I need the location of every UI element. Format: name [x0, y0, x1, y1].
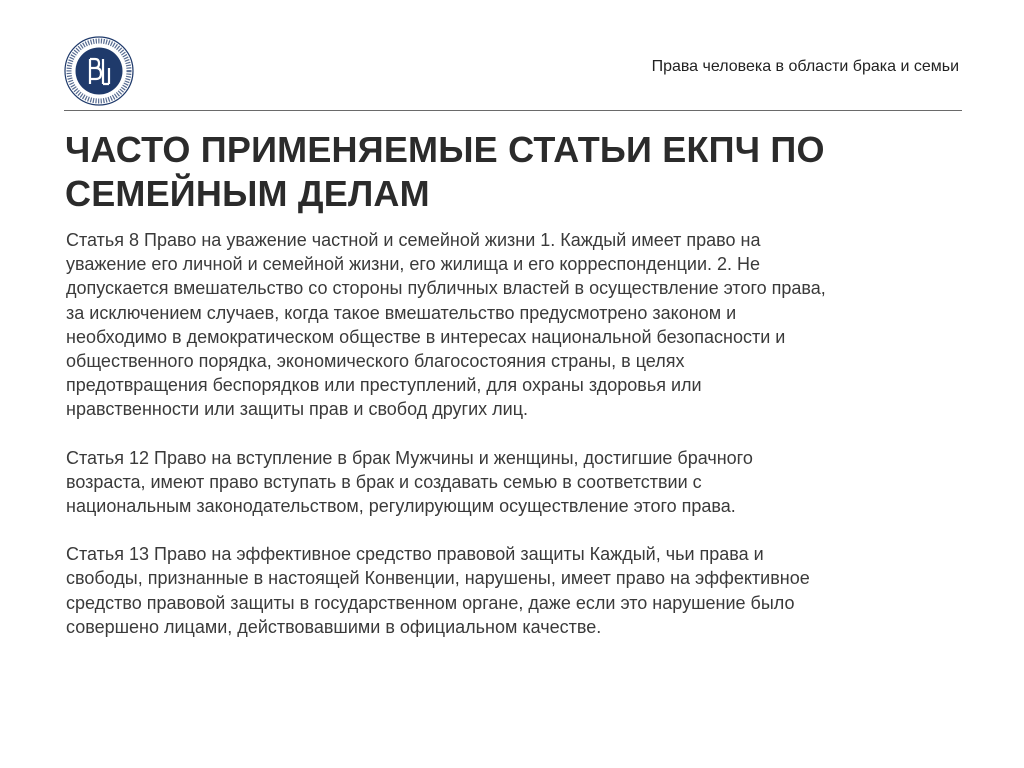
text-line: свободы, признанные в настоящей Конвенции, нарушены, имеет право на эффективное: [66, 568, 810, 589]
article-13-paragraph: [66, 542, 966, 639]
text-line: необходимо в демократическом обществе в интересах национальной безопасности и: [66, 326, 786, 347]
body-content: [66, 228, 966, 663]
hse-seal-icon: [63, 35, 135, 107]
text-line: национальным законодательством, регулирующим осуществление этого права.: [66, 496, 736, 517]
text-line: совершено лицами, действовавшими в официальном качестве.: [66, 616, 602, 637]
text-line: предотвращения беспорядков или преступлений, для охраны здоровья или: [66, 375, 702, 396]
text-line: уважение его личной и семейной жизни, его жилища и его корреспонденции. 2. Не: [66, 254, 761, 275]
text-line: возраста, имеют право вступать в брак и создавать семью в соответствии с: [66, 471, 702, 492]
header-divider: [64, 110, 962, 111]
text-line: нравственности или защиты прав и свобод других лиц.: [66, 399, 529, 420]
text-line: допускается вмешательство со стороны публичных властей в осуществление этого права,: [66, 278, 826, 299]
header-subtitle: Права человека в области брака и семьи: [651, 58, 959, 75]
text-line: за исключением случаев, когда такое вмешательство предусмотрено законом и: [66, 302, 737, 323]
text-line: Статья 13 Право на эффективное средство правовой защиты Каждый, чьи права и: [66, 544, 764, 565]
article-8-paragraph: [66, 228, 966, 422]
text-line: средство правовой защиты в государственном органе, даже если это нарушение было: [66, 592, 795, 613]
text-line: общественного порядка, экономического благосостояния страны, в целях: [66, 351, 685, 372]
page-title: [65, 128, 965, 216]
text-line: Статья 12 Право на вступление в брак Мужчины и женщины, достигшие брачного: [66, 447, 753, 468]
page-title-line: СЕМЕЙНЫМ ДЕЛАМ: [65, 173, 430, 214]
text-line: Статья 8 Право на уважение частной и семейной жизни 1. Каждый имеет право на: [66, 230, 761, 250]
page-title-line: ЧАСТО ПРИМЕНЯЕМЫЕ СТАТЬИ ЕКПЧ ПО: [65, 129, 825, 170]
hse-logo: [63, 35, 135, 107]
article-12-paragraph: [66, 446, 966, 519]
